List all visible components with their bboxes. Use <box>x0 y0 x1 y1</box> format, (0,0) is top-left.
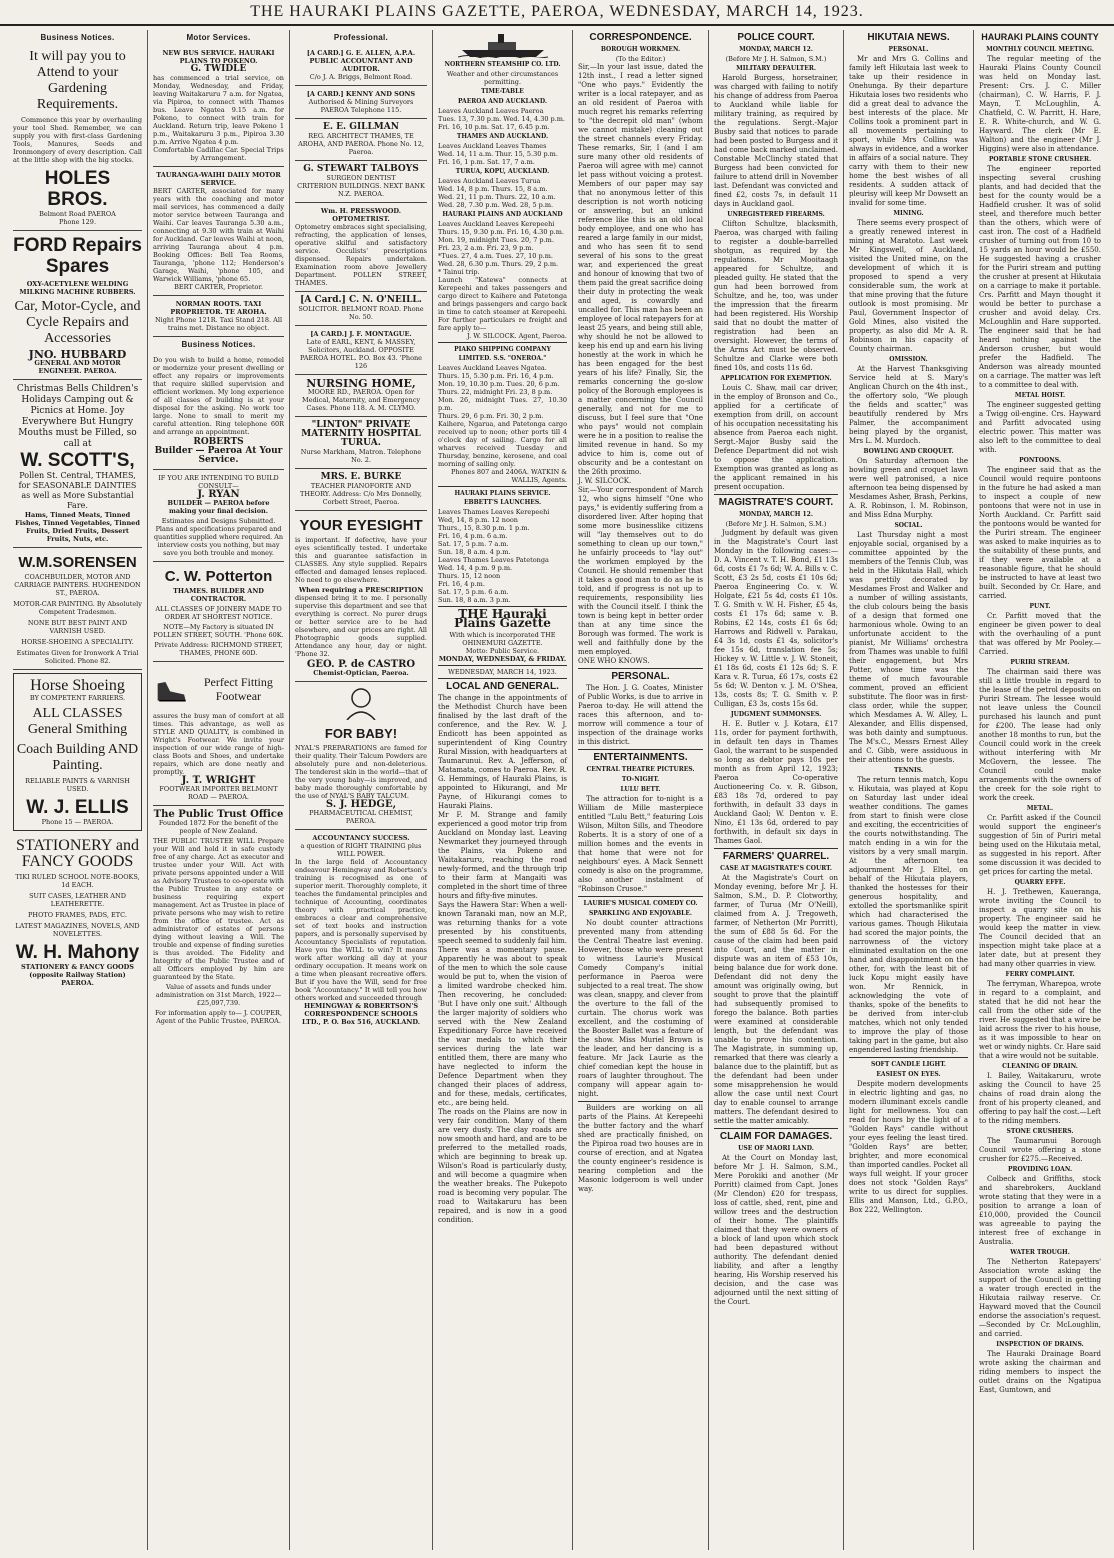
nameplate-sub: With which is incorporated THE OHINEMURI GAZETTE. <box>449 631 556 647</box>
gardening-ad <box>13 45 142 231</box>
wright-ad <box>153 662 284 806</box>
ad-body: Night Phone 121R. Taxi Stand 218. All trains met. Distance no object. <box>154 316 283 332</box>
article-body: There seems every prospect of a greatly renewed interest in mining at Maratoto. Last week Mr Kingswell, of Auckland, visited the United mine, on the development of which it is proposed to spend a very considerable sum, the work at that mine proving that the future outlook is most promising. Mr Paul, Government Inspector of Gold Mines, also visited the property, as also did Mr A. R. Robinson in his capacity of County chairman. <box>849 219 968 353</box>
article-sub: (To the Editor.) <box>615 55 666 63</box>
ad-advertiser: For information apply to— J. COUPER, Agent of the Public Trustee, PAEROA. <box>154 1009 283 1025</box>
card-title: Wm. H. PRESSWOOD. OPTOMETRIST. <box>320 207 402 223</box>
timetable-row: Leaves Auckland Leaves Paeroa <box>438 107 544 115</box>
section-title: HAURAKI PLAINS COUNTY <box>981 32 1099 42</box>
article-title: METAL HOIST. <box>1014 392 1066 399</box>
section-title: ENTERTAINMENTS. <box>593 752 688 763</box>
ad-body: assures the busy man of comfort at all times. This advantage, as well as STYLE AND QUALITY, is combined in Wright's Footwear. We invite your inspection of our wide range of high-class Boots and Shoes, and undertake repairs, which are done neatly and promptly. <box>153 712 284 776</box>
article-title: TENNIS. <box>893 767 924 774</box>
ad-headline: Car, Motor-Cycle, and Cycle Repairs and Accessories <box>14 299 141 346</box>
paper-nameplate: THE Hauraki Plains Gazette <box>454 607 551 630</box>
article-title: FERRY COMPLAINT. <box>1005 971 1075 978</box>
column-header: Business Notices. <box>40 33 115 42</box>
timetable-row: Sun. 18, 8 a.m. 4 p.m. <box>438 548 511 556</box>
section-title: PERSONAL. <box>611 671 670 682</box>
article-sub: EASIEST ON EYES. <box>876 1071 941 1078</box>
ad-headline: NORMAN ROOTS. TAXI PROPRIETOR. TE AROHA. <box>170 300 267 316</box>
route-title: PIAKO SHIPPING COMPANY LIMITED. S.S. "ONEROA." <box>454 346 551 362</box>
ad-body: In the large field of Accountancy endeavour Hemingway and Robertson's training is recognised as one of superior merit. Thoroughly complete, it teaches the fundamental principles and technique of Accounting, coordinates theory with practical practice, embraces a clear and comprehensive set of text books and instruction papers, and is personally supervised by Accountancy Specialists of reputation. Have you the WILL to win? It means work after working all day at your ordinary occupation. It means work on a time when pleasant recreative offers. But if you have the Will, send for free book "Accountancy." It will tell you how others worked and succeeded through <box>295 858 427 1002</box>
roberts-ad <box>153 352 284 470</box>
timetable-rows <box>438 177 567 209</box>
article-body: The return tennis match, Kopu v. Hikutaia, was played at Kopu on Saturday last under ideal weather conditions. The games from start to finish were close and exciting, the eccentricities of the courts notwithstanding. The match ending in a win for the visitors by a very small margin. At the afternoon tea adjournment Mr J. Eltel, on behalf of the Hikutaia players, thanked the hostesses for their generous hospitality, and extolled the sportsmanlike spirit which had characterised the various games. Though Hikutaia had scored the major points, the narrowness of the victory eliminated exultation on the one hand and disappointment on the other, for, with the least bit of luck Kopu might easily have won. Mr Rennick, in acknowledging the vote of thanks, spoke of the benefits to be derived from inter-club matches, which not only tended to improve the play of those taking part in the game, but also engendered lasting friendship. <box>849 776 968 1054</box>
article-body: The engineer suggested getting a Twigg oil-engine. Crs. Hayward and Parfitt advocated using electric power. This matter was also left to the committee to deal with. <box>979 401 1101 454</box>
section-title: MAGISTRATE'S COURT. <box>718 497 834 508</box>
ad-address: Chemist-Optician, Paeroa. <box>313 669 409 677</box>
presswood-card <box>295 203 427 292</box>
ad-headline: ALL CLASSES General Smithing <box>27 706 128 737</box>
ad-phone: Phone 15 — PAEROA. <box>41 818 114 826</box>
article-sub: USE OF MAORI LAND. <box>738 1145 814 1152</box>
ad-headline: Perfect Fitting Footwear <box>203 675 273 703</box>
issue-date: WEDNESDAY, MARCH 14, 1923. <box>448 668 557 676</box>
article-title: UNREGISTERED FIREARMS. <box>727 211 825 218</box>
article-paragraph: Sir,—Your correspondent of March 12, who signs himself "One who pays," is evidently suffering from a disordered liver. After hoping that some more businesslike citizens will "lay themselves out to do something to clean up our town," he unfairly proceeds to "lay out" the workmen employed by the Council. He should remember that it takes a good man to do as he is told, and if progress is not up to requirements, responsibility lies with the Council itself. I think the town is being kept in better order than at any time since the Borough was formed. The work is well and faithfully done by the men employed. <box>578 486 703 656</box>
ad-address: FOOTWEAR IMPORTER BELMONT ROAD — PAEROA. <box>159 785 278 801</box>
article-body: Colbeck and Griffiths, stock and sharebrokers, Auckland wrote stating that they were in a position to arrange a loan of £10,000, provided the Council was agreeable to paying the interest free of exchange in Australia. <box>979 1175 1101 1246</box>
timetable-row: Tues. 13, 7.30 p.m. Wed. 14, 4.30 p.m. <box>438 115 565 123</box>
route-title: HAURAKI PLAINS SERVICE. EBBETT'S LAUNCHES. <box>454 490 551 506</box>
route-title: PAEROA AND AUCKLAND. <box>457 98 547 105</box>
ford-ad <box>13 231 142 380</box>
ad-advertiser: HEMINGWAY & ROBERTSON'S CORRESPONDENCE SCHOOLS LTD., P. O. Box 516, AUCKLAND. <box>301 1002 421 1026</box>
timetable-row: Wed. 14, 4 p.m. 9 p.m. <box>438 564 513 572</box>
card-body: Optometry embraces sight specialising, refracting, the application of lenses, operative skilful and satisfactory service. Occulists' prescriptions dispensed. Repairs undertaken. Examination room above Jewellery Department. POLLEN STREET, THAMES. <box>295 223 427 287</box>
ad-body: Commence this year by overhauling your tool Shed. Remember, we can supply you with first-class Gardening Tools, Manures, Seeds and Ironmongery of every description. Call at the little shop with the big stocks. <box>13 116 142 164</box>
article-body: The engineer said that as the Council would require pontoons in the future he had asked a man to inspect a couple of new pontoons that were not in use in North Auckland. Cr. Parfitt said the pontoons would be wanted for the Puriri stream. The engineer was asked to make inquiries as to the suitability of these punts, and if they were available at a reasonable figure, that he should be instructed to have at least two built. Seconded by Cr. Hare, and carried. <box>979 466 1101 600</box>
column-4 <box>433 30 573 1550</box>
card-body: Late of EARL, KENT, & MASSEY, Solicitors, Auckland. OPPOSITE PAEROA HOTEL. P.O. Box 43. 'Phone 126 <box>299 338 423 370</box>
ad-body: Pollen St. Central, THAMES, for SEASONABLE DAINTIES as well as More Substantial Fare. <box>18 471 137 510</box>
article-title: METAL. <box>1026 805 1054 812</box>
column-header: Business Notices. <box>181 340 256 349</box>
timetable-row: Sat. 17, 5 p.m. 6 a.m. <box>438 588 509 596</box>
baby-illustration-icon <box>331 686 391 720</box>
linton-ad <box>295 417 427 469</box>
talboys-card <box>295 161 427 203</box>
timetable-row: Thurs. 29, 6 p.m. Fri. 30, 2 p.m. <box>438 412 544 420</box>
article-title: SOFT CANDLE LIGHT. <box>871 1061 946 1068</box>
article-title: CLEANING OF DRAIN. <box>1002 1063 1078 1070</box>
ad-headline: YOUR EYESIGHT <box>299 517 423 534</box>
card-title: [A CARD.] KENNY AND SONS <box>306 90 416 98</box>
ad-address: STATIONERY & FANCY GOODS (opposite Railway Station) PAEROA. <box>20 963 135 987</box>
ad-advertiser: W.M.SORENSEN <box>18 554 137 571</box>
timetable-rows <box>438 107 567 131</box>
burke-ad <box>295 469 427 511</box>
article-body: At the Harvest Thanksgiving Service held at S. Mary's Anglican Church on the 4th inst., the offertory solo, "We plough the fields and scatter," was beautifully rendered by Mrs Palmer, the accompaniment being played by the organist, Mrs L. M. Murdoch. <box>849 365 968 445</box>
card-body: CRITERION BUILDINGS. NEXT BANK N.Z. PAEROA. <box>297 182 425 198</box>
ad-body: BY COMPETENT FARRIERS. <box>29 694 126 702</box>
ad-address: PHARMACEUTICAL CHEMIST, PAEROA. <box>309 809 413 825</box>
column-1 <box>8 30 148 1550</box>
article-body: Builders are working on all parts of the Plains. At Kerepeehi the butter factory and the wharf shed are practically finished, on the Pipiroa road two houses are in course of erection, and at Ngatea the county engineer's residence is nearing completion and the Masonic lodgeroom is well under way. <box>578 1104 703 1193</box>
article-paragraph: Says the Hawera Star: When a well-known Taranaki man, now an M.P., was returning thanks for a vote presented by his constituents, speech seemed to suddenly fail him. There was a momentary pause. Apparently he was about to speak of the men to which the sole cause would be put to, when the vision of a limited wardrobe checked him. Then recovering, he concluded: 'But I have only one suit.' Although the larger majority of soldiers who served with the New Zealand Expeditionary Force have received the war medals to which their services during the late war entitled them, there are many who have neglected to inform the Defence Department when they changed their places of address, and for these, medals, certificates, etc., are being held. <box>438 901 567 1107</box>
ad-body: TIKI RULED SCHOOL NOTE-BOOKS, 1d EACH. <box>15 873 140 889</box>
card-title: [A CARD.] J. F. MONTAGUE. <box>310 330 412 338</box>
article-title: OMISSION. <box>889 356 928 363</box>
ad-body: has commenced a trial service, on Monday, Wednesday, and Friday, leaving Waitakaruru 7 a.m. for Ngatea, via Pipiroa, to connect with Thames bus. Leave Ngatea 9.15 a.m. for Pokeno, to connect with train for Auckland. Return trip, leave Pokeno 1 p.m., Waitakaruru 3 p.m., Pipiroa 3.30 p.m. Arrive Ngatea 4 p.m. <box>153 74 284 146</box>
article-body: Cr. Parfitt asked if the Council would support the engineer's suggestion of 5in of Puriri metal being used on the Hikutaia metal, as suggested in his report. After some discussion it was decided to get prices for carting the metal. <box>979 814 1101 876</box>
article-title: BOWLING AND CROQUET. <box>863 448 954 455</box>
hedge-ad <box>295 682 427 830</box>
steamship-icon <box>458 32 548 58</box>
article-sub: MONDAY, MARCH 12. <box>739 46 813 53</box>
article-body: Cr. Parfitt moved that the engineer be given power to deal with the overhauling of a punt that was offered by Mr Pooley.—Carried. <box>979 612 1101 656</box>
montague-card <box>295 326 427 375</box>
article-body: At the Court on Monday last, before Mr J. H. Salmon, S.M., Mere Porokiki and another (Mr Porritt) claimed from Capt. Jones (Mr Clendon) £20 for trespass, loss of cattle, shed, rent, pine and willow trees and the destruction of their home. The plaintiffs claimed that they were owners of a block of land upon which stock had been depastured without authority. The defendant denied liability, and after a lengthy hearing, His Worship reserved his decision, and the case was adjourned until the next sitting of the Court. <box>714 1154 838 1306</box>
roots-ad <box>153 296 284 337</box>
article-title: PERSONAL. <box>888 46 929 53</box>
article-body: I. Bailey, Waitakaruru, wrote asking the Council to have 25 chains of road drain along the front of his property cleaned, and offering to pay half the cost.—Left to the riding members. <box>979 1072 1101 1125</box>
article-body: Clifton Schultze, blacksmith, Paeroa, was charged with failing to register a double-barrelled shotgun, as required by the regulations. Mr Mooitaagh appeared for Schultze, and pleaded guilty. He stated that the gun had been borrowed from Schultze, and he, too, was under the impression that the firearm had been registered. His Worship said that no doubt the matter of registration had been an oversight. However, the terms of the Arms Act must be observed. Schultze and Clarke were both fined 10s, and costs 11s 6d. <box>714 220 838 372</box>
scott-ad <box>13 380 142 548</box>
timetable-row: Fri. 16, 10 p.m. Sat. 17, 6.45 p.m. <box>438 123 550 131</box>
article-title: MILITARY DEFAULTER. <box>736 65 816 72</box>
card-body: SURGEON DENTIST <box>326 174 396 182</box>
timetable-rows <box>438 142 567 166</box>
article-paragraph: Mr F. M. Strange and family experienced a good motor trip from Auckland on Monday last. Leaving Newmarket they journeyed through the Plains, via Pokeno and Waitakaruru, reaching the road newly-formed, and the through trip to their farm at Mangaiti was completed in the short time of three hours and fifty-five minutes. <box>438 811 567 900</box>
article-body: At the Magistrate's Court on Monday evening, before Mr J. H. Salmon, S.M., D. P. Clotworthy, farmer, of Turua (Mr O'Neill), claimed from A. J. Tregoweth, farmer, of Netherton (Mr Porritt), the sum of £88 5s 6d. For the cause of the claim had been paid into Court, and the matter in dispute was an item of £53 10s, being balance due for work done. Defendant did not deny the amount was originally owing, but sought to prove that the plaintiff had subsequently promised to forego the balance. Both parties were examined at considerable length, but the defendant was unable to prove his contention. The Magistrate, in summing up, remarked that there was clearly a balance due to the plaintiff, but as the defendant had been under some misapprehension he would allow the case until next Court day to enable counsel to arrange matters. The defendant desired to settle the matter amicably. <box>714 874 838 1125</box>
timetable-row: Sat. 17, 5 p.m. 7 a.m. <box>438 540 509 548</box>
timetable-row: * Tainui trip. <box>438 268 480 276</box>
section-title: CORRESPONDENCE. <box>589 32 692 43</box>
ad-body: HORSE-SHOEING A SPECIALITY. <box>21 638 134 646</box>
column-3 <box>290 30 433 1550</box>
timetable-row: Mon. 19, midnight Tues. 20, 7 p.m. <box>438 236 554 244</box>
timetable-row: Mon. 19, 10.30 p.m. Tues. 20, 6 p.m. <box>438 380 560 388</box>
card-title: "LINTON" PRIVATE MATERNITY HOSPITAL TURUA. <box>301 420 421 448</box>
route-title: TURUA, KOPU, AUCKLAND. <box>455 168 550 175</box>
timetable-note: Kaihere, Ngarua, and Patetonga cargo received up to noon; other ports till 4 o'clock day of sailing. Cargo for all wharves received Tuesday and Thursday, benzine, kerosene, and coal morning of sailing only. <box>438 420 567 468</box>
agent: Phones 807 and 2406A. WATKIN & WALLIS, Agents. <box>450 468 567 484</box>
article-title: PORTABLE STONE CRUSHER. <box>988 156 1092 163</box>
ad-advertiser: ROBERTS <box>193 437 244 447</box>
ad-body: THE PUBLIC TRUSTEE WILL Prepare your Will and hold it in safe custody free of any charge. Act as executor and trustee under your Will. Act with private persons appointed under a Will as Advisory Trustees to co-operate with the Public Trustee in any estate or business requiring expert management. Act as Trustee in place of private persons who may wish to retire from the office of trustee. Act as administrator of estates of persons dying without leaving a Will. The trouble and expense of finding sureties is thus avoided. The Fidelity and Integrity of the Public Trustee and of all Officers employed by him are guaranteed by the State. <box>153 837 284 981</box>
article-body: The chairman said there was still a little trouble in regard to the lease of the petrol deposits on Puriri Stream. The lessee would not leave unless the Council purchased his launch and punt for £200. The lease had only another 18 months to run, but the Council could work in the creek without interfering with Mr McGovern, the lessee. The Council could make arrangements with the owners of the creek for the sole right to work the creek. <box>979 668 1101 802</box>
ad-body: Christmas Bells Children's Holidays Camping out & Picnics at Home. Joy Everywhere But Hungry Mouths must be Filled, so call at <box>16 384 139 449</box>
timetable-rows <box>438 220 567 276</box>
ad-body: NYAL'S PREPARATIONS are famed for their quality. Their Talcum Powders are absolutely pure and non-deleterious. The tenderest skin in the world—that of the very young baby—is improved, and baby made thoroughly comfortable by the use of NYAL'S BABY TALCUM. <box>295 744 427 800</box>
card-body: TEACHER PIANOFORTE AND THEORY. Address: C/o Mrs Donnelly, Corbett Street, Paeroa. <box>300 482 422 506</box>
ad-advertiser: HOLES BROS. <box>44 168 111 210</box>
timetable-row: Wed. 28, 6.30 p.m. Thurs. 29, 2 p.m. <box>438 260 559 268</box>
timetable-row: *Tues. 27, 4 a.m. Tues. 27, 10 p.m. <box>438 252 553 260</box>
ad-headline: Coach Building AND Painting. <box>16 742 139 773</box>
timetable-rows <box>438 364 567 420</box>
column-6 <box>709 30 844 1550</box>
article-sub: LULU BETT. <box>620 786 661 793</box>
route-title: THAMES AND AUCKLAND. <box>456 133 549 140</box>
ad-body: Private Address: RICHMOND STREET, THAMES, PHONE 60D. <box>154 641 283 657</box>
ad-body: ALL CLASSES OF JOINERY MADE TO ORDER AT SHORTEST NOTICE. <box>155 605 282 621</box>
timetable-row: Wed. 14, 8 p.m. Thurs. 15, 8 a.m. <box>438 185 548 193</box>
article-body: The Netherton Ratepayers' Association wrote asking the support of the Council in getting a water trough erected in the Hikutaia railway reserve. Cr. Hayward moved that the Council endorse the association's request.—Seconded by Cr. McLoughlin, and carried. <box>979 1258 1101 1338</box>
ad-body: IF YOU ARE INTENDING TO BUILD CONSULT— <box>158 474 279 490</box>
card-title: G. STEWART TALBOYS <box>303 164 419 174</box>
ad-body: Do you wish to build a home, remodel or modernize your present dwelling or effect any repairs or improvements that require skilled supervision and efficient workmen. My long experience of all classes of building is at your disposal for the asking. No work too large. None to small to merit my careful attention. Ring telephone 60R and arrange an appointment. <box>153 356 284 436</box>
article-body: No doubt counter attractions prevented many from attending the Central Theatre last evening. However, those who were present to witness Laurie's Musical Comedy Company's initial performance in Paeroa were subjected to a real treat. The show was clean, snappy, and clever from the overture to the fall of the curtain. The chorus work was excellent, and the costuming of the Booster Ballet was a feature of the show. Miss Muriel Brown is the leader, and her dancing is a feature. Mr Jack Laurie as the chief comedian kept the house in roars of laughter throughout. The company will appear again to-night. <box>578 919 703 1098</box>
ad-body: Value of assets and funds under administration on 31st March, 1922—£25,097,739. <box>155 983 282 1007</box>
timetable-title: TIME-TABLE <box>481 88 524 95</box>
timetable-row: Sun. 18, 8 a.m. 3 p.m. <box>438 596 511 604</box>
card-title: NURSING HOME, <box>306 377 416 390</box>
article-body: Judgment by default was given in the Magistrate's Court last Monday in the following cases:— D. A. Vincent v. T. H. Bond, £1 13s 6d, costs £1 7s 6d; W. A. Bills v. C. Scott, £3 2s 5d, costs £1 10s 6d; Paeroa Engineering Co. v. W. Holgate, £21 5s 4d, costs £1 10s. T. G. Smith v. W. H. Fisher, £5 4s, costs £1 17s 6d; same v. B. Robins, £2 14s, costs £1 6s 6d; Harrows and Ridwell v. Parakau, £4 3s 1d, costs £1 4s, solicitor's fee 15s 6d, translation fee 5s; Hickey v. W. Little v. J. W. Stoneit, £1 18s 6d, costs £1 12s 6d; S. F. Kara v. R. Turua, £6 17s, costs £2 5s 6d; W. Denton v. J. M. O'Shea, 13s, costs 8s; T. G. Smith v. P. Culligan, £3 3s, costs 15s 6d. <box>714 529 838 708</box>
allen-card <box>295 45 427 86</box>
ad-phone: Phone 129. <box>58 218 97 226</box>
article-body: The Hauraki Drainage Board wrote asking the chairman and riding members to inspect the outlet drains on the Ngatipua East, Gumtown, and <box>979 1350 1101 1394</box>
ad-body: dispensed bring it to me. I personally supervise this department and see that everything is correct. No purer drugs or better service are to be had elsewhere, and our prices are right. All Photographic goods supplied. Attendance any hour, day or night. 'Phone 32. <box>295 594 427 658</box>
de-castro-ad <box>295 511 427 682</box>
section-title: LOCAL AND GENERAL. <box>446 681 559 692</box>
article-body: Mr and Mrs G. Collins and family left Hikutaia last week to take up their residence in Onehunga. By their departure Hikutaia loses two residents who did a great deal to advance the best interests of the place. Mr Collins took a prominent part in all movements pertaining to sport, while Mrs Collins was always in evidence, and a worker in affairs of a social nature. They carry with them to their new home the best wishes of all residents. A sudden attack of pleurisy will keep Mr Dowsett an invalid for some time. <box>849 55 968 207</box>
hemingway-ad <box>295 830 427 1030</box>
oneill-card <box>295 292 427 326</box>
timetable-row: Wed. 28, 7.30 p.m. Wed. 28, 5 p.m. <box>438 201 554 209</box>
ad-body: COACHBUILDER, MOTOR AND CARRIAGE PAINTERS. HUGHENDON ST., PAEROA. <box>14 573 141 597</box>
ad-headline: It will pay you to Attend to your Gardening Requirements. <box>29 49 126 112</box>
ad-headline: TAURANGA-WAIHI DAILY MOTOR SERVICE. <box>156 171 281 187</box>
timetable-row: Mon. 26, midnight Tues. 27, 10.30 p.m. <box>438 396 567 412</box>
ad-advertiser: JNO. HUBBARD <box>28 348 127 361</box>
article-body: On Saturday afternoon the bowling green and croquet lawn were well patronised, a nice afternoon tea being dispensed by Mesdames Asher, Brash, Perkins, A. R. Robinson, I. M. Robinson, and Miss Edna Murphy. <box>849 457 968 519</box>
ryan-ad <box>153 470 284 562</box>
card-title: [A CARD.] G. E. ALLEN, A.P.A. PUBLIC ACCOUNTANT AND AUDITOR. <box>306 49 416 73</box>
ad-body: Estimates Given for Ironwork A Trial Solicited. Phone 82. <box>16 649 139 665</box>
timetable-row: Thurs., 15, 8.30 p.m. 1 p.m. <box>438 524 530 532</box>
ad-body: NOTE—My Factory is situated IN POLLEN STREET, SOUTH. 'Phone 60K. <box>153 623 284 639</box>
ad-body: MOTOR-CAR PAINTING. By Absolutely Competent Tradesmen. <box>13 600 142 616</box>
ad-advertiser: J. T. WRIGHT <box>181 775 256 786</box>
notice: Weather and other circumstances permitting. <box>446 70 559 86</box>
ad-body: LATEST MAGAZINES, NOVELS, AND NOVELETTES. <box>15 922 140 938</box>
article-body: Harold Burgess, horsetrainer, was charged with failing to notify his change of address from Paeroa to Auckland while liable for military training, as required by the regulations. Sergt.-Major Busby said that notices to parade had been posted to Burgess and it had come back marked unclaimed. Constable McClinchy stated that Burgess had been convicted for failure to attend drill in November last. Defendant was convicted and fined £2, costs 7s, in default 11 days in Auckland gaol. <box>714 74 838 208</box>
ad-body: Founded 1872 For the benefit of the people of New Zealand. <box>158 819 279 835</box>
article-title: MINING. <box>893 210 924 217</box>
section-title: FARMERS' QUARREL. <box>722 851 830 862</box>
article-paragraph: ONE WHO KNOWS. <box>578 657 650 665</box>
ad-body: THAMES. BUILDER AND CONTRACTOR. <box>173 587 264 603</box>
article-body: H. E. Butler v. J. Kotara, £17 11s, order for payment forthwith, in default ten days in Thames Gaol, the warrant to be suspended so long as debtor pays 10s per month as from April 12, 1923; Paeroa Co-operative Auctioneering Co. v. R. Gibson, £83 18s 7d, ordered to pay forthwith, in default 33 days in Auckland Gaol; W. Denton v. E. Nino, £1 13s 6d, ordered to pay forthwith, in default six days in Thames Gaol. <box>714 720 838 845</box>
ad-advertiser: G. TWIDLE <box>190 64 247 74</box>
timetable-rows <box>438 508 567 604</box>
ad-body: SUIT CASES, LEATHER AND LEATHERETTE. <box>29 892 126 908</box>
article-body: Louis C. Shaw, mail car driver, in the employ of Bronson and Co., applied for a certificate of exemption from drill, on account of his occupation necessitating his absence from Paeroa each night. Sergt.-Major Busby said the Defence Department did not wish to oppose the application. Exemption was granted as long as the applicant remained in his present occupation. <box>714 384 838 491</box>
article-paragraph: Sir,—In your last issue, dated the 12th inst., I read a letter signed "One who pays." Evidently the writer is a local ratepayer, and as an old resident of Paeroa with much regret his remarks referring to "the decrepit old man" (whom we cannot mistake) cleaning out the street channels every Friday. These remarks, Sir, I (and I am sure many other old residents of Paeroa will agree with me) cannot let pass without voicing a protest. Members of our paper may say that no anonymous letter of this description is not worth noticing or answering, but an unkind reference like this is an old local body employee, and one who has reared a large family in our midst, and who has seen fit to send several of his sons to the great war, and experienced the great and honour of knowing that two of them paid the great sacrifice doing their duty in protecting the weak and aged, is cowardly and uncalled for. This man has been an employee of local ratepayers for at least 25 years, and being still able, why should he not be allowed to keep his end up and earn his living honestly at the work in which he has been engaged for the best years of his life? Finally, Sir, the remarks concerning the go-slow policy of the Borough employees is a matter concerning the Council generally, and not for me to discuss, but I feel sure that "One who pays" would not complain were he in a position to realise the limited revenue in hand. So my advice to him is, come out of obscurity and be a contestant on the 26th proximo. <box>578 63 703 476</box>
card-title: E. E. GILLMAN <box>323 122 399 132</box>
article-title: QUARRY EFFE. <box>1014 879 1066 886</box>
gillman-card <box>295 119 427 161</box>
nursing-home-ad <box>295 375 427 417</box>
ad-body: PHOTO FRAMES, PADS, ETC. <box>28 911 127 919</box>
ellis-ad <box>13 673 142 831</box>
ad-advertiser: W. J. ELLIS <box>26 797 129 818</box>
carter-ad <box>153 167 284 296</box>
article-body: The Hon. J. G. Coates, Minister of Public Works, is due to arrive in Paeroa to-day. He will attend the races this afternoon, and to-morrow will commence a tour of inspection of the drainage works in this district. <box>578 684 703 746</box>
card-title: MRS. E. BURKE <box>320 472 402 482</box>
timetable-row: Fri. 16, 1 p.m. Sat. 17, 7 a.m. <box>438 158 535 166</box>
sorensen-ad <box>13 548 142 670</box>
article-body: The Taumarunui Borough Council wrote offering a stone crusher for £275.—Received. <box>979 1137 1101 1163</box>
article-body: The regular meeting of the Hauraki Plains County Council was held on Monday last. Present: Crs. J. C. Miller (chairman), C. W. Harris, F. J. Mayn, T. McLoughlin, A. Chatfield, C. W. Parritt, H. Hare, E. R. White-church, and W. G. Hayward. The clerk (Mr E. Walton) and the engineer (Mr J. Higgins) were also in attendance. <box>979 55 1101 153</box>
shoe-icon <box>153 666 189 712</box>
nameplate-motto: Motto: Public Service. <box>465 647 540 655</box>
mahony-ad <box>13 834 142 991</box>
kenny-card <box>295 86 427 119</box>
article-sub: (Before Mr J. H. Salmon, S.M.) <box>725 520 827 528</box>
article-sub: TO-NIGHT. <box>621 776 660 783</box>
ad-body: BERT CARTER, associated for many years with the coaching and motor mail services, has commenced a daily motor service between Tauranga and Waihi. Car leaves Tauranga 5.30 a.m., connecting at 9.30 with train at Waihi for Auckland. Car leaves Waihi at noon, arriving Tauranga about 4 p.m. Booking Offices: Bell Tea Rooms, Tauranga, 'phone 112; Henderson's Garage, Waihi, 'phone 105, and Warwick Williams, 'phone 65. <box>153 187 284 283</box>
ad-advertiser: S. J. HEDGE, <box>325 799 397 810</box>
ad-headline: The Public Trust Office <box>153 809 284 820</box>
article-title: LAURIE'S MUSICAL COMEDY CO. <box>583 900 698 907</box>
article-title: INSPECTION OF DRAINS. <box>996 1341 1084 1348</box>
ad-body: OXY-ACETYLENE WELDING MILKING MACHINE RUBBERS. <box>19 280 136 296</box>
column-8 <box>974 30 1106 1550</box>
ad-address: Belmont Road PAEROA <box>39 210 116 218</box>
article-title: BOROUGH WORKMEN. <box>600 46 681 53</box>
public-trust-ad <box>153 806 284 1029</box>
article-body: Despite modern developments in electric lighting and gas, no modern illuminant excels candle light for mellowness. You can read for hours by the light of a "Golden Rays" candle without your eyes feeling the least tired. "Golden Rays" are better, brighter, and more economical than imported candles. Pocket all ways full weight. If your grocer does not stock "Golden Rays" write to us direct for supplies. Ellis and Manson, Ltd., G.P.O., Box 222, Wellington. <box>849 1080 968 1214</box>
ad-body: BUILDER — PAEROA before making your final decision. <box>167 499 270 515</box>
article-body: The attraction for to-night is a William de Mille masterpiece entitled "Lulu Bett," featuring Lois Wilson, Milton Sills, and Theodore Roberts. It is a story of one of a million homes and the events in that home that were not for neighbours' eyes. A Mack Sennett comedy is also on the programme, also another instalment of "Robinson Crusoe." <box>578 795 703 893</box>
article-body <box>438 694 567 1225</box>
ad-body: NONE BUT BEST PAINT AND VARNISH USED. <box>27 619 128 635</box>
newspaper-page <box>8 30 1106 1550</box>
article-title: APPLICATION FOR EXEMPTION. <box>720 375 832 382</box>
article-body: The ferryman, Wharepoa, wrote in regard to a complaint, and stated that he did not hear the call from the other side of the river. He suggested that a wire be laid across the river to his house, as it was impossible to hear on wet or windy nights. Cr. Hare said that a wire would not be suitable. <box>979 980 1101 1060</box>
article-paragraph: The change in the appointments of the Methodist Church have been finalised by the last draft of the conference, and the Rev. W. J. Endicott has been appointed as superintendent of King Country Rural Mission, with headquarters at Taumarunui. Rev. A. Jefferson, of Matamata, comes to Paeroa. Rev. R. G. Hemmings, of Hauraki Plains, is appointed to Hikurangi, and Mr Payne, of Hikurangi comes to Hauraki Plains. <box>438 694 567 810</box>
timetable-row: Leaves Auckland Leaves Thames <box>438 142 547 150</box>
card-body: MOORE RD., PAEROA. Open for Medical, Maternity, and Emergency Cases. Phone 118. A. M. CLYMO. <box>301 388 421 412</box>
ad-body: RELIABLE PAINTS & VARNISH USED. <box>25 777 130 793</box>
ad-headline: FORD Repairs Spares <box>13 235 142 277</box>
ad-advertiser: J. RYAN <box>197 489 240 500</box>
column-2 <box>148 30 290 1550</box>
ad-body: Comfortable Cadillac Car. Special Trips by Arrangement. <box>153 146 284 162</box>
article-body: Last Thursday night a most enjoyable social, organised by a committee appointed by the members of the Tennis Club, was held in the Hikutaia Hall, which was prettily decorated by Mesdames Frost and Walker and a number of willing assistants, the club colours being the basis of a design that formed one harmonious whole. Owing to an unfortunate accident to the pianist, Mr Williams' orchestra from Thames was unable to fulfil their engagement, but Mrs Potter, whose time was the theme of much favourable comment, proved an efficient substitute. The floor was in first-class order, while the supper, which Mesdames A. W. Alley, L. Alexander, and Ellis dispensed, was both dainty and sumptuous. The M's.C., Messrs Ernest Alley and C. Gibb, were assiduous in their attentions to the guests. <box>849 531 968 764</box>
timetable-row: Fri. 16, 4 p.m. 6 a.m. <box>438 532 508 540</box>
ad-headline: FOR BABY! <box>324 726 398 741</box>
article-paragraph: J. W. SILCOCK. <box>578 477 632 485</box>
ad-advertiser: GEO. P. de CASTRO <box>306 659 416 670</box>
ad-body: When requiring a PRESCRIPTION <box>298 586 424 594</box>
ad-body: a question of RIGHT TRAINING plus WILL POWER. <box>300 842 422 858</box>
twidle-ad <box>153 45 284 167</box>
article-title: STONE CRUSHERS. <box>1006 1128 1074 1135</box>
route-title: HAURAKI PLAINS AND AUCKLAND <box>442 211 563 218</box>
ad-headline: Horse Shoeing <box>30 677 125 694</box>
ad-advertiser: W. H. Mahony <box>15 942 140 963</box>
card-body: REG. ARCHITECT THAMES, TE AROHA, AND PAEROA. Phone No. 12, Paeroa. <box>298 132 424 156</box>
ad-headline: ACCOUNTANCY SUCCESS. <box>312 834 410 842</box>
timetable-row: Leaves Thames Leaves Patetonga <box>438 556 549 564</box>
article-sub: MONDAY, MARCH 12. <box>739 511 813 518</box>
timetable-row: Thurs. 15, 9.30 p.m. Fri. 16, 4.30 p.m. <box>438 228 564 236</box>
ad-body: is important. If defective, have your eyes scientifically tested. I undertake this and guarantee satisfaction in CLASSES. Any style supplied. Repairs effected and damaged lenses replaced. No need to go elsewhere. <box>295 536 427 584</box>
nameplate-days: MONDAY, WEDNESDAY, & FRIDAY. <box>438 655 567 663</box>
article-title: MONTHLY COUNCIL MEETING. <box>986 46 1094 53</box>
timetable-row: Thurs. 15, 12 noon <box>438 572 501 580</box>
article-body: The engineer reported inspecting several crushing plants, and had decided that the best for the county would be a Hadfield crusher. It was of solid steel, and therefore much better than the others, which were of cast iron. The cost of a Hadfield crusher of turning out from 10 to 15 yards an hour would be £550. He suggested having a crusher for the Puriri stream and putting the crusher at present at Hikutaia on a carriage to make it portable. Crs. Parfitt and Mayn thought it would be better to purchase a crusher and avoid delay. Crs. McLoughlin and Hare supported. The engineer said that he had heard nothing against the Anderson crusher, but would prefer the Hadfield. The Anderson was already mounted on a carriage. The matter was left to a committee to deal with. <box>979 165 1101 389</box>
card-body: SOLICITOR. BELMONT ROAD. Phone No. 50. <box>298 305 424 321</box>
ad-headline: STATIONERY and FANCY GOODS <box>15 837 139 870</box>
ad-headline: NEW BUS SERVICE. HAURAKI PLAINS TO POKENO. <box>162 49 275 65</box>
timetable-row: Leaves Thames Leaves Kerepeehi <box>438 508 550 516</box>
card-body: C/o J. A. Briggs, Belmont Road. <box>309 73 413 81</box>
article-sub: CASE AT MAGISTRATE'S COURT. <box>720 865 832 872</box>
ad-body: Hams, Tinned Meats, Tinned Fishes, Tinned Vegetables, Tinned Fruits, Dried Fruits, Dessert Fruits, Nuts, etc. <box>15 511 140 543</box>
article-body: H. J. Trethewen, Kaueranga, wrote inviting the Council to inspect a quarry site on his property. The engineer said he would keep the matter in view. The Council decided that an inspection might take place at a later date, but at present they had many other quarries in view. <box>979 888 1101 968</box>
section-title: HIKUTAIA NEWS. <box>867 32 950 43</box>
article-title: PURIRI STREAM. <box>1010 659 1070 666</box>
section-title: CLAIM FOR DAMAGES. <box>719 1131 833 1142</box>
column-header: Professional. <box>333 33 389 42</box>
timetable-row: Thurs. 15, 5.30 p.m. Fri. 16, 4 p.m. <box>438 372 554 380</box>
card-title: [A Card.] C. N. O'NEILL. <box>300 295 422 305</box>
masthead <box>0 0 1114 26</box>
ad-advertiser: BERT CARTER, Proprietor. <box>174 283 263 291</box>
article-title: PUNT. <box>1029 603 1051 610</box>
article-title: PROVIDING LOAN. <box>1007 1166 1073 1173</box>
company-name: NORTHERN STEAMSHIP CO. LTD. <box>444 61 561 68</box>
ad-advertiser: C. W. Potterton <box>164 568 273 585</box>
card-body: Nurse Markham, Matron. Telephone No. 2. <box>300 448 422 464</box>
article-title: WATER TROUGH. <box>1010 1249 1070 1256</box>
timetable-row: Leaves Auckland Leaves Kerepeehi <box>438 220 555 228</box>
article-title: CENTRAL THEATRE PICTURES. <box>586 766 695 773</box>
article-sub: SPARKLING AND ENJOYABLE. <box>588 910 693 917</box>
ad-address: GENERAL AND MOTOR ENGINEER. PAEROA. <box>34 359 121 375</box>
timetable-row: Leaves Auckland Leaves Turua <box>438 177 541 185</box>
timetable-row: Thurs. 22, midnight Fri. 23, 8 p.m. <box>438 388 553 396</box>
agent: J. W. SILCOCK. Agent, Paeroa. <box>467 332 567 340</box>
column-5 <box>573 30 709 1550</box>
column-header: Motor Services. <box>186 33 251 42</box>
article-title: SOCIAL. <box>894 522 923 529</box>
ad-body: Estimates and Designs Submitted. Plans and specifications prepared and quantities supplied where required. An interview costs you nothing, but may save you both trouble and money. <box>153 517 284 557</box>
timetable-row: Wed. 21, 11 p.m. Thurs. 22, 10 a.m. <box>438 193 556 201</box>
masthead-title: THE HAURAKI PLAINS GAZETTE, PAEROA, WEDNESDAY, MARCH 14, 1923. <box>250 3 864 20</box>
potterton-ad <box>153 562 284 662</box>
ad-headline: Builder — Paeroa At Your Service. <box>154 446 283 465</box>
timetable-row: Wed. 14, 11 a.m. Thur. 15, 5.30 p.m. <box>438 150 558 158</box>
section-title: POLICE COURT. <box>737 32 815 43</box>
article-sub: (Before Mr J. H. Salmon, S.M.) <box>725 55 827 63</box>
card-body: Authorised & Mining Surveyors PAEROA Telephone 115. <box>308 98 414 114</box>
article-paragraph: The roads on the Plains are now in very fair condition. Many of them are very dusty. The clay roads are now smooth and hard, and are to be preferred to the metalled roads, which are beginning to break up. Wilson's Road is particularly dusty, and will become a quagmire when the weather breaks. The Pukepoto road is becoming very popular. The road to Waitakaruru has been repaired, and is now in a good condition. <box>438 1108 567 1224</box>
article-body <box>578 63 703 666</box>
article-title: JUDGMENT SUMMONSES. <box>730 711 822 718</box>
article-title: PONTOONS. <box>1019 457 1061 464</box>
ad-advertiser: W. SCOTT'S, <box>20 450 135 471</box>
timetable-row: Leaves Auckland Leaves Ngatea. <box>438 364 547 372</box>
timetable-row: Fri. 23, 2 a.m. Fri. 23, 9 p.m. <box>438 244 534 252</box>
timetable-note: Launch "Katewa" connects at Kerepeehi and takes passengers and cargo direct to Kaihere and Patetonga and brings passengers and cargo back in time to catch steamer at Kerepeehi. For further particulars re freight and fare apply to— <box>438 276 567 332</box>
column-7 <box>844 30 974 1550</box>
timetable-row: Wed, 14, 8 p.m. 12 noon <box>438 516 518 524</box>
timetable-row: Fri. 16, 4 p.m. <box>438 580 485 588</box>
